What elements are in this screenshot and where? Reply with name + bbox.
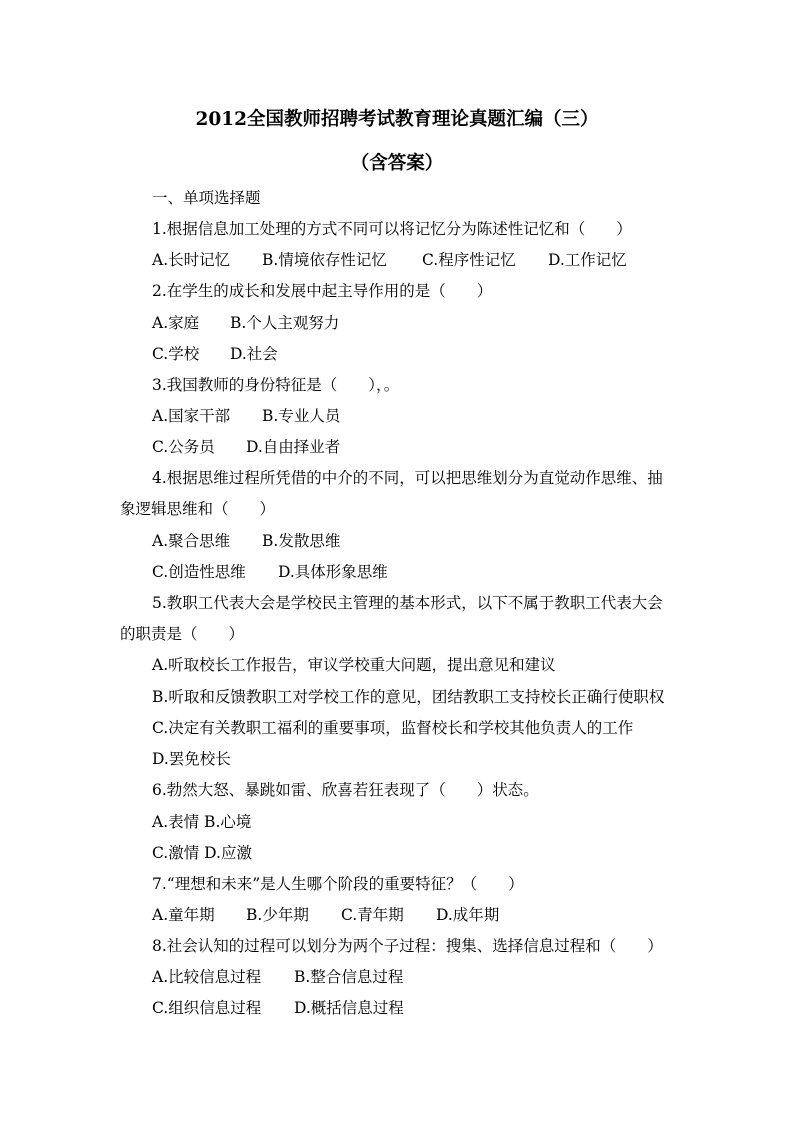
option-b: B.少年期 <box>246 906 309 924</box>
option-c: C.程序性记忆 <box>422 251 516 269</box>
question-3-stem: 3.我国教师的身份特征是（ ），。 <box>152 376 400 394</box>
question-4-stem-line-1: 4.根据思维过程所凭借的中介的不同，可以把思维划分为直觉动作思维、抽 <box>152 469 663 487</box>
option-b: B.发散思维 <box>262 532 341 550</box>
option-d: D.成年期 <box>436 906 500 924</box>
question-6-stem: 6.勃然大怒、暴跳如雷、欣喜若狂表现了（ ）状态。 <box>152 781 539 799</box>
option-b: B.整合信息过程 <box>294 968 404 986</box>
question-2-stem: 2.在学生的成长和发展中起主导作用的是（ ） <box>152 282 493 300</box>
option-c: C.学校 <box>152 345 200 363</box>
question-6-options-ab: A.表情 B.心境 <box>152 813 252 831</box>
document-subtitle: （含答案） <box>350 153 444 174</box>
option-a: A.国家干部 <box>152 407 231 425</box>
question-8-stem: 8.社会认知的过程可以划分为两个子过程：搜集、选择信息过程和（ ） <box>152 937 663 955</box>
option-a: A.童年期 <box>152 906 215 924</box>
option-a: A.家庭 <box>152 314 200 332</box>
option-d: D.自由择业者 <box>246 438 341 456</box>
section-heading: 一、单项选择题 <box>152 189 261 207</box>
option-a: A.长时记忆 <box>152 251 231 269</box>
question-5-stem-line-2: 的职责是（ ） <box>120 625 245 643</box>
document-title: 2012全国教师招聘考试教育理论真题汇编（三） <box>195 109 599 130</box>
option-d: D.社会 <box>230 345 278 363</box>
option-d: D.具体形象思维 <box>278 563 388 581</box>
option-c: C.公务员 <box>152 438 215 456</box>
question-5-option-d: D.罢免校长 <box>152 750 231 768</box>
question-5-stem-line-1: 5.教职工代表大会是学校民主管理的基本形式，以下不属于教职工代表大会 <box>152 594 663 612</box>
option-b: B.个人主观努力 <box>230 314 340 332</box>
option-a: A.聚合思维 <box>152 532 231 550</box>
question-4-stem-line-2: 象逻辑思维和（ ） <box>120 500 276 518</box>
question-7-stem: 7.“理想和未来”是人生哪个阶段的重要特征？（ ） <box>152 875 524 893</box>
option-c: C.组织信息过程 <box>152 999 262 1017</box>
option-c: C.青年期 <box>341 906 404 924</box>
option-b: B.专业人员 <box>262 407 341 425</box>
option-d: D.工作记忆 <box>548 251 627 269</box>
option-b: B.情境依存性记忆 <box>262 251 387 269</box>
question-6-options-cd: C.激情 D.应激 <box>152 844 252 862</box>
question-5-option-a: A.听取校长工作报告，审议学校重大问题，提出意见和建议 <box>152 656 556 674</box>
option-d: D.概括信息过程 <box>294 999 404 1017</box>
option-c: C.创造性思维 <box>152 563 246 581</box>
question-1-stem: 1.根据信息加工处理的方式不同可以将记忆分为陈述性记忆和（ ） <box>152 220 632 238</box>
question-5-option-b: B.听取和反馈教职工对学校工作的意见，团结教职工支持校长正确行使职权 <box>152 688 665 706</box>
option-a: A.比较信息过程 <box>152 968 262 986</box>
question-5-option-c: C.决定有关教职工福利的重要事项，监督校长和学校其他负责人的工作 <box>152 719 634 737</box>
